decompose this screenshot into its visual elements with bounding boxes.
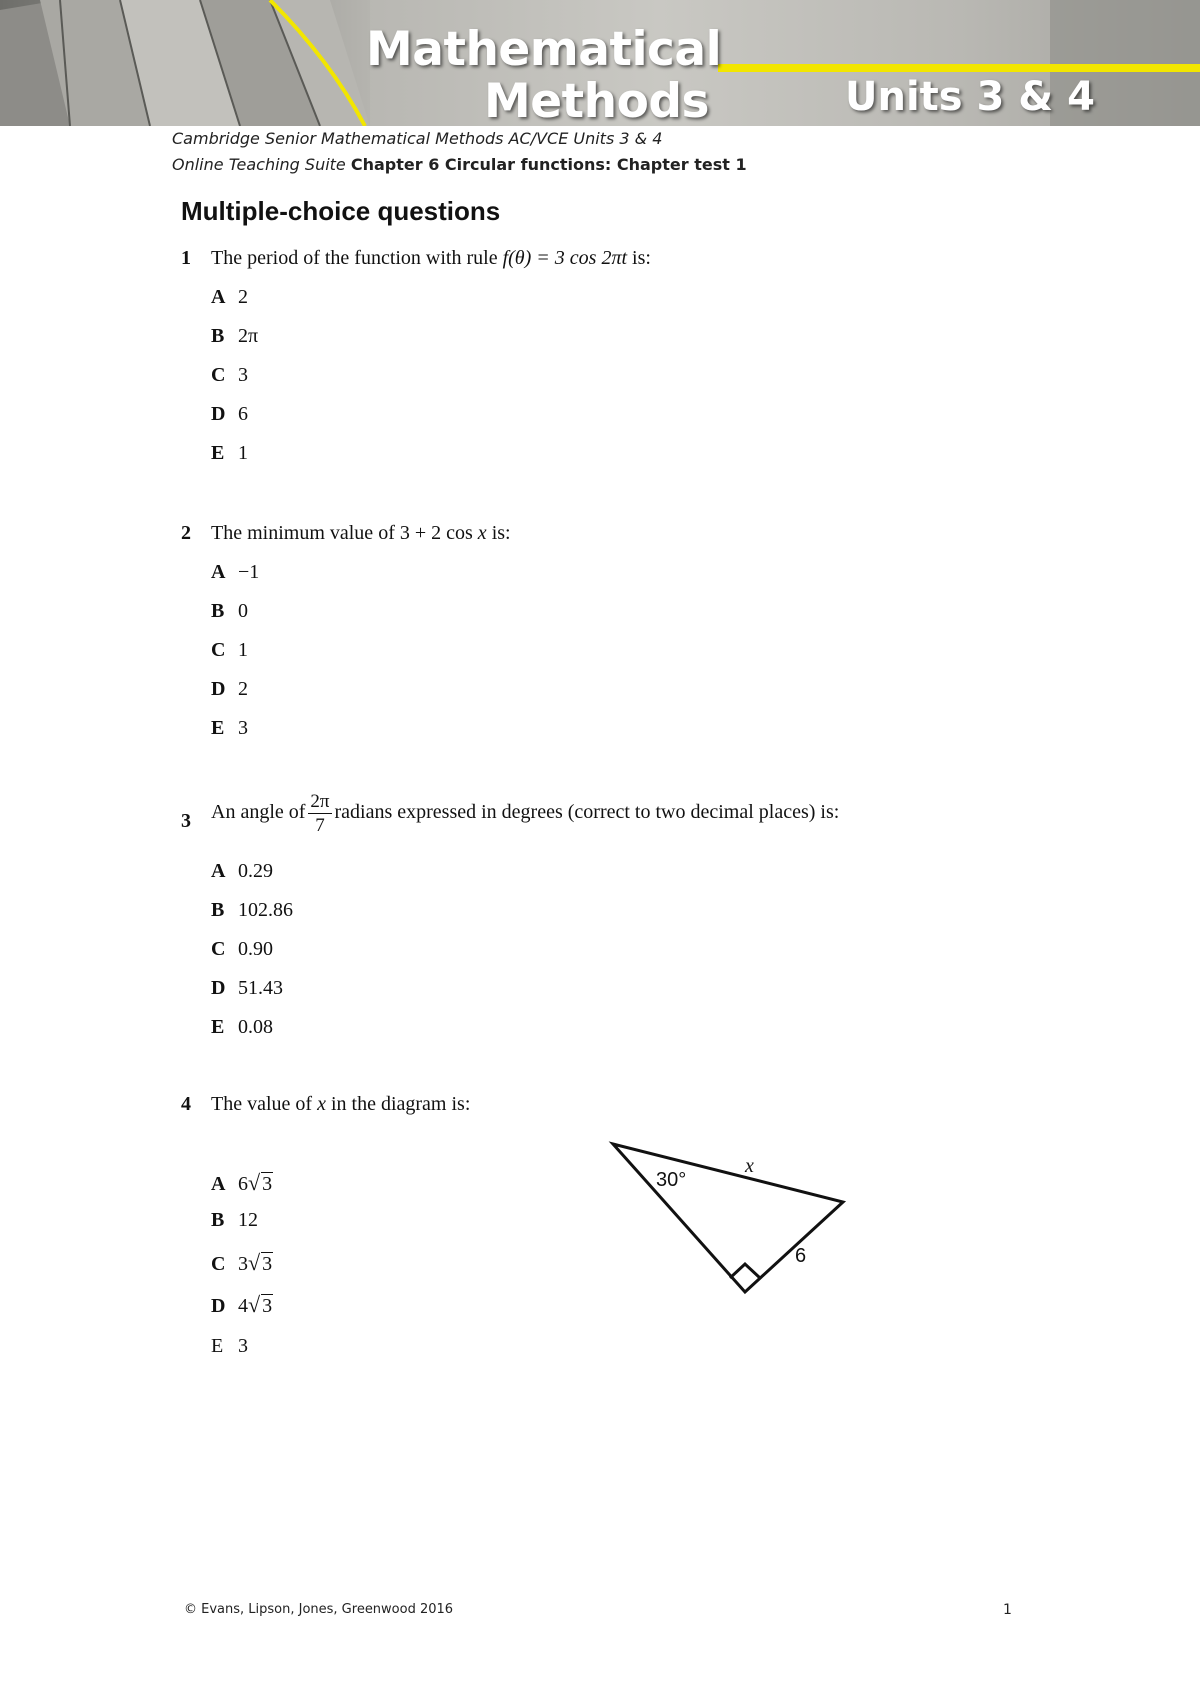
question-text-part: radians expressed in degrees (correct to two decimal places) is: (334, 801, 840, 824)
angle-label: 30° (656, 1169, 687, 1191)
sqrt-icon: √ (248, 1250, 261, 1275)
question-text (211, 792, 839, 835)
option-letter: C (211, 639, 226, 661)
question-math: f(θ) = 3 cos 2πt (502, 247, 628, 269)
option-d[interactable] (211, 678, 248, 701)
triangle-shape (613, 1144, 843, 1292)
option-b[interactable] (211, 325, 258, 348)
option-radicand: 3 (262, 1173, 273, 1195)
option-value: 3 (238, 364, 248, 386)
right-angle-marker (730, 1264, 760, 1278)
question-text (211, 1093, 470, 1116)
option-a[interactable] (211, 860, 273, 883)
option-value: 3 (238, 717, 248, 739)
option-value: 1 (238, 442, 248, 464)
option-d[interactable] (211, 403, 248, 426)
option-letter: B (211, 600, 225, 622)
question-text-part: The minimum value of 3 + 2 cos (211, 522, 478, 544)
fraction-denominator: 7 (315, 815, 325, 836)
option-value: 2 (238, 678, 248, 700)
option-value: 0.90 (238, 938, 273, 960)
option-letter: A (211, 561, 226, 583)
option-a[interactable] (211, 1170, 273, 1196)
option-b[interactable] (211, 600, 248, 623)
question-text-part: The value of (211, 1093, 318, 1115)
option-letter: C (211, 364, 226, 386)
question-number: 2 (181, 522, 191, 544)
question-number: 4 (181, 1093, 191, 1115)
yellow-accent-line (718, 64, 1200, 72)
option-letter: B (211, 899, 225, 921)
question-text-part: The period of the function with rule (211, 247, 503, 269)
option-a[interactable] (211, 561, 259, 584)
option-radicand: 3 (262, 1295, 273, 1317)
option-b[interactable] (211, 899, 293, 922)
option-coefficient: 4 (238, 1295, 248, 1317)
option-letter: D (211, 1295, 226, 1317)
option-letter: E (211, 1016, 225, 1038)
question-number: 1 (181, 247, 191, 269)
option-value: 102.86 (238, 899, 293, 921)
option-letter: E (211, 1335, 224, 1357)
option-c[interactable] (211, 1250, 273, 1276)
option-value: 6 (238, 403, 248, 425)
option-letter: C (211, 1253, 226, 1275)
option-letter: A (211, 860, 226, 882)
option-d[interactable] (211, 1292, 273, 1318)
footer-copyright: © Evans, Lipson, Jones, Greenwood 2016 (184, 1602, 454, 1617)
page-number: 1 (1003, 1602, 1012, 1618)
option-value: 2π (238, 325, 259, 347)
question-text-part: is: (627, 247, 651, 269)
option-d[interactable] (211, 977, 283, 1000)
option-coefficient: 3 (238, 1253, 248, 1275)
question-text-part: is: (486, 522, 511, 544)
option-letter: E (211, 442, 225, 464)
option-value: 0.29 (238, 860, 273, 882)
option-letter: D (211, 403, 226, 425)
option-value: 1 (238, 639, 248, 661)
side-label: 6 (795, 1245, 807, 1267)
sqrt-icon: √ (248, 1170, 261, 1195)
question-math: x (317, 1093, 326, 1115)
question-number: 3 (181, 810, 191, 832)
banner-title-line1: Mathematical (366, 22, 722, 77)
triangle-diagram (600, 1130, 860, 1310)
option-e[interactable] (211, 1335, 248, 1358)
option-value: 12 (238, 1209, 258, 1231)
option-e[interactable] (211, 1016, 273, 1039)
header-banner (0, 0, 1200, 126)
question-text (211, 247, 651, 270)
banner-units: Units 3 & 4 (845, 74, 1095, 120)
header-line-2 (172, 152, 747, 178)
option-coefficient: 6 (238, 1173, 248, 1195)
banner-title-line2: Methods (484, 74, 709, 126)
option-letter: B (211, 325, 225, 347)
option-letter: A (211, 1173, 226, 1195)
option-letter: E (211, 717, 225, 739)
option-value: −1 (238, 561, 260, 583)
option-c[interactable] (211, 938, 273, 961)
hypotenuse-label: x (745, 1155, 754, 1177)
question-text-part: in the diagram is: (325, 1093, 471, 1115)
option-value: 51.43 (238, 977, 283, 999)
header-suite: Online Teaching Suite (172, 155, 346, 174)
option-e[interactable] (211, 717, 248, 740)
section-title: Multiple-choice questions (181, 196, 501, 226)
option-letter: B (211, 1209, 225, 1231)
header-line-1: Cambridge Senior Mathematical Methods AC/VCE Units 3 & 4 (172, 129, 663, 148)
option-letter: C (211, 938, 226, 960)
option-a[interactable] (211, 286, 248, 309)
option-value: 0 (238, 600, 248, 622)
fraction-numerator: 2π (310, 791, 330, 812)
option-letter: A (211, 286, 226, 308)
question-text-part: An angle of (211, 801, 306, 824)
option-letter: D (211, 977, 226, 999)
question-text (211, 522, 511, 545)
option-b[interactable] (211, 1209, 258, 1232)
question-math: x (477, 522, 487, 544)
header-chapter: Chapter 6 Circular functions: Chapter test 1 (350, 155, 747, 174)
option-radicand: 3 (262, 1253, 273, 1275)
option-e[interactable] (211, 442, 248, 465)
option-c[interactable] (211, 364, 248, 387)
sqrt-icon: √ (248, 1292, 261, 1317)
option-letter: D (211, 678, 226, 700)
fraction (308, 792, 331, 835)
option-value: 3 (238, 1335, 248, 1357)
option-value: 0.08 (238, 1016, 273, 1038)
option-c[interactable] (211, 639, 248, 662)
option-value: 2 (238, 286, 248, 308)
document-header (172, 126, 747, 178)
